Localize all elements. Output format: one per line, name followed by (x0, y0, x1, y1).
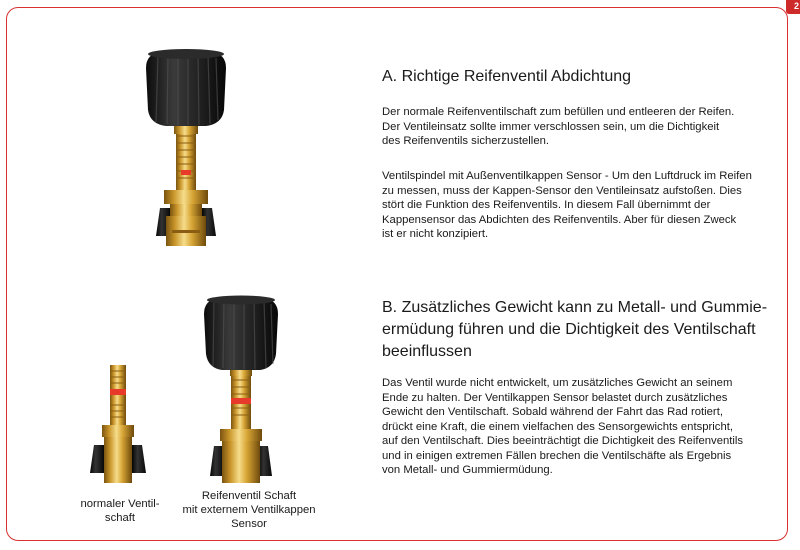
section-a-heading: A. Richtige Reifenventil Abdichtung (382, 68, 632, 85)
valve-with-sensor-cap-image-b (196, 292, 286, 487)
page-number-badge: 2 (786, 0, 800, 14)
section-a-paragraph-1: Der normale Reifenventilschaft zum befüllen und entleeren der Reifen. Der Ventileinsatz sollte immer verschlossen sein, um die Dichtigkeit des Reifenventils sicherzustellen. (382, 106, 735, 147)
section-a-paragraph-2: Ventilspindel mit Außenventilkappen Sensor - Um den Luftdruck im Reifen zu messen, muss der Kappen-Sensor den Ventileinsatz aufstoßen. Dies stört die Funktion des Reifenventils. In diesem Fall übernimmt der Kappensensor das Abdichten des Reifenventils. Aber für diesen Zweck ist er nicht konzipiert. (382, 170, 752, 240)
caption-valve-with-sensor: Reifenventil Schaft mit externem Ventilkappen Sensor (182, 490, 316, 530)
section-b-heading: B. Zusätzliches Gewicht kann zu Metall- und Gummie- ermüdung führen und die Dichtigkeit des Ventilschaft beeinflussen (382, 299, 768, 360)
caption-normal-valve: normaler Ventil- schaft (80, 498, 160, 524)
plain-valve-stem-image (88, 365, 148, 485)
section-b-paragraph: Das Ventil wurde nicht entwickelt, um zusätzliches Gewicht an seinem Ende zu halten. Der Ventilkappen Sensor belastet durch zusätzliches Gewicht den Ventilschaft. Sobald während der Fahrt das Rad rotiert, drückt eine Kraft, die einem vielfachen des Sensorgewichts entspricht, auf den Ventilschaft. Dies beeinträchtigt die Dichtigkeit des Reifenventils und in einigen extremen Fällen brechen die Ventilschäfte als Ergebnis von Metall- und Gummiermüdung. (382, 377, 744, 476)
valve-with-sensor-cap-image-a (136, 40, 236, 255)
